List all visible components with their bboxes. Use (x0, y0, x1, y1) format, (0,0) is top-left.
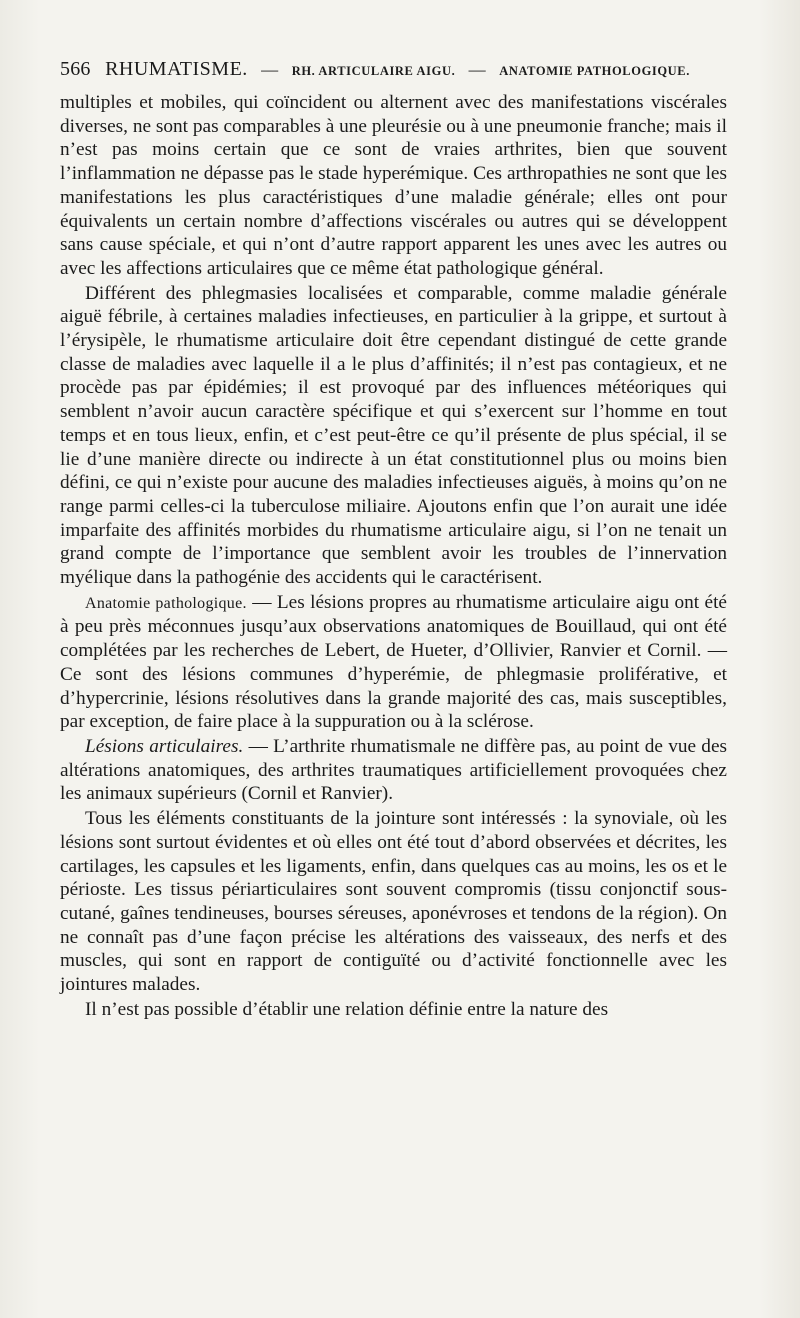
paragraph-anatomie (60, 591, 727, 734)
running-subsection: ANATOMIE PATHOLOGIQUE. (499, 64, 690, 78)
page-number: 566 (60, 58, 91, 80)
running-head (60, 58, 740, 88)
body-text (60, 91, 727, 1021)
paragraph: Tous les éléments constituants de la jointure sont intéressés : la synoviale, où les lésions sont surtout évidentes et où elles ont été tout d’abord observées et décrites, les cartilages, les capsules et les ligaments, enfin, dans quelques cas au moins, les os et le périoste. Les tissus périarticulaires sont souvent compromis (tissu conjonctif sous-cutané, gaînes tendineuses, bourses séreuses, aponévroses et tendons de la région). On ne connaît pas d’une façon précise les altérations des vaisseaux, des nerfs et des muscles, qui sont en rapport de contiguïté ou d’activité fonctionnelle avec les jointures malades. (60, 808, 727, 996)
paragraph-last: Il n’est pas possible d’établir une relation définie entre la nature des (85, 998, 609, 1020)
paragraph: Différent des phlegmasies localisées et comparable, comme maladie générale aiguë fébrile, à certaines maladies infectieuses, en particulier à la grippe, et surtout à l’érysipèle, le rhumatisme articulaire doit être cependant distingué de cette grande classe de maladies avec laquelle il a le plus d’affinités; il n’est pas contagieux, et ne procède pas par épidémies; il est provoqué par des influences météoriques qui semblent n’avoir aucun caractère spécifique et qui s’exercent sur l’homme en tout temps et en tous lieux, enfin, et c’est peut-être ce qu’il présente de plus spécial, il se lie d’une manière directe ou indirecte à un état constitutionnel plus ou moins bien défini, ce qui n’existe pour aucune des maladies infectieuses aiguës, à moins qu’on ne range parmi celles-ci la tuberculose miliaire. Ajoutons enfin que l’on aurait une idée imparfaite des affinités morbides du rhumatisme articulaire aigu, si l’on ne tenait un grand compte de l’importance que semblent avoir les troubles de l’innervation myélique dans la pathogénie des accidents qui le caractérisent. (60, 282, 727, 589)
paragraph-lesions (60, 735, 727, 806)
section-heading-anatomie: Anatomie pathologique. (85, 594, 247, 612)
header-separator: — (252, 60, 288, 79)
paragraph-text: — L’arthrite rhumatismale ne diffère pas, au point de vue des altérations anatomiques, des arthrites traumatiques artificiellement provoquées chez les animaux supérieurs (Cornil et Ranvier). (60, 735, 728, 805)
header-separator: — (459, 60, 495, 79)
section-heading-lesions: Lésions articulaires. (85, 735, 244, 757)
running-title: RHUMATISME. (105, 58, 248, 80)
running-section: RH. ARTICULAIRE AIGU. (291, 64, 456, 78)
paragraph-continuation: multiples et mobiles, qui coïncident ou alternent avec des manifestations viscérales diverses, ne sont pas comparables à une pleurésie ou à une pneumonie franche; mais il n’est pas moins certain que ce sont de vraies arthrites, bien que souvent l’inflammation ne dépasse pas le stade hyperémique. Ces arthropathies ne sont que les manifestations les plus caractéristiques d’une maladie générale; elles ont pour équivalents un certain nombre d’affections viscérales ou autres qui se développent sans cause spéciale, et qui n’ont d’autre rapport apparent les unes avec les autres ou avec les affections articulaires que ce même état pathologique général. (60, 92, 727, 279)
paragraph-text: — Les lésions propres au rhumatisme articulaire aigu ont été à peu près méconnues jusqu’aux observations anatomiques de Bouillaud, qui ont été complétées par les recherches de Lebert, de Hueter, d’Ollivier, Ranvier et Cornil. — Ce sont des lésions communes d’hyperémie, de phlegmasie proliférative, et d’hypercrinie, lésions résolutives dans la grande majorité des cas, mais susceptibles, par exception, de faire place à la suppuration ou à la sclérose. (60, 591, 727, 733)
